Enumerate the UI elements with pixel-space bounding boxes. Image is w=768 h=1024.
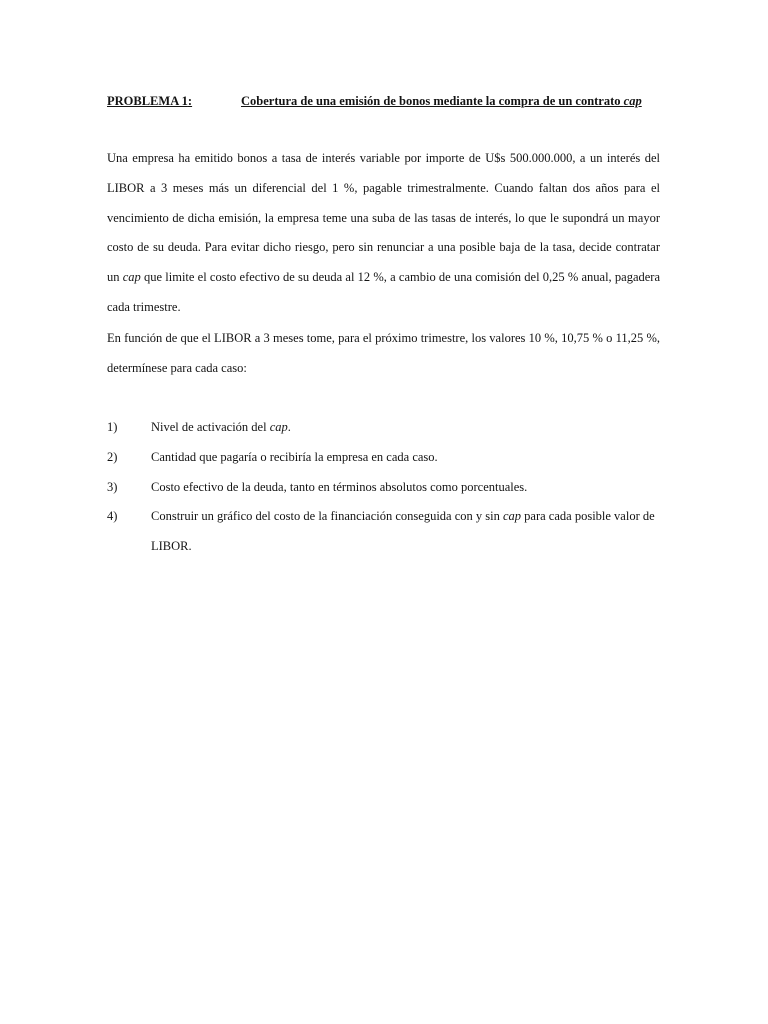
list-item-text-a: Costo efectivo de la deuda, tanto en términos absolutos como porcentuales. [151, 479, 528, 494]
list-item [107, 473, 660, 503]
list-item-text-a: Cantidad que pagaría o recibiría la empresa en cada caso. [151, 449, 438, 464]
problem-title-text: Cobertura de una emisión de bonos mediante la compra de un contrato [241, 94, 624, 108]
list-item-italic: cap [502, 509, 522, 524]
list-item-text [151, 509, 655, 553]
list-item-text-b: . [287, 420, 291, 434]
list-item-italic: cap [269, 420, 288, 434]
list-item [107, 443, 660, 473]
list-item-text-a: Nivel de activación del [151, 420, 270, 434]
problem-label-text: PROBLEMA 1 [107, 94, 188, 108]
questions-list [107, 413, 660, 562]
scenarios-text: En función de que el LIBOR a 3 meses tome, para el próximo trimestre, los valores 10 %, 10,75 % o 11,25 %, determínese para cada caso: [107, 331, 660, 375]
problem-label [107, 92, 192, 110]
list-item-text-b: para cada posible valor de LIBOR. [151, 509, 655, 554]
problem-title [241, 92, 642, 110]
problem-heading [107, 92, 667, 110]
statement-italic-cap: cap [122, 270, 141, 285]
list-item-text [151, 480, 527, 494]
list-item-number: 1) [107, 420, 118, 434]
problem-statement-paragraph [107, 144, 660, 323]
problem-title-italic: cap [623, 94, 642, 108]
statement-text-b: que limite el costo efectivo de su deuda al 12 %, a cambio de una comisión del 0,25 % anual, pagadera cada trimestre. [107, 270, 661, 314]
list-item-number: 4) [107, 509, 118, 524]
list-item [107, 502, 660, 562]
statement-text-a: Una empresa ha emitido bonos a tasa de interés variable por importe de U$s 500.000.000, a un interés del LIBOR a 3 meses más un diferencial del 1 %, pagable trimestralmente. Cuando faltan dos años para el vencimiento de dicha emisión, la empresa teme una suba de las tasas de interés, lo que le supondrá un mayor costo de su deuda. Para evitar dicho riesgo, pero sin renunciar a una posible baja de la tasa, decide contratar un [107, 151, 660, 285]
libor-scenarios-paragraph [107, 324, 660, 384]
problem-label-colon: : [187, 94, 193, 108]
list-item-text [151, 450, 438, 464]
list-item-number: 2) [107, 449, 118, 464]
list-item-text [151, 420, 291, 434]
list-item-number: 3) [107, 479, 118, 494]
list-item-text-a: Construir un gráfico del costo de la financiación conseguida con y sin [151, 509, 503, 524]
list-item [107, 413, 660, 443]
